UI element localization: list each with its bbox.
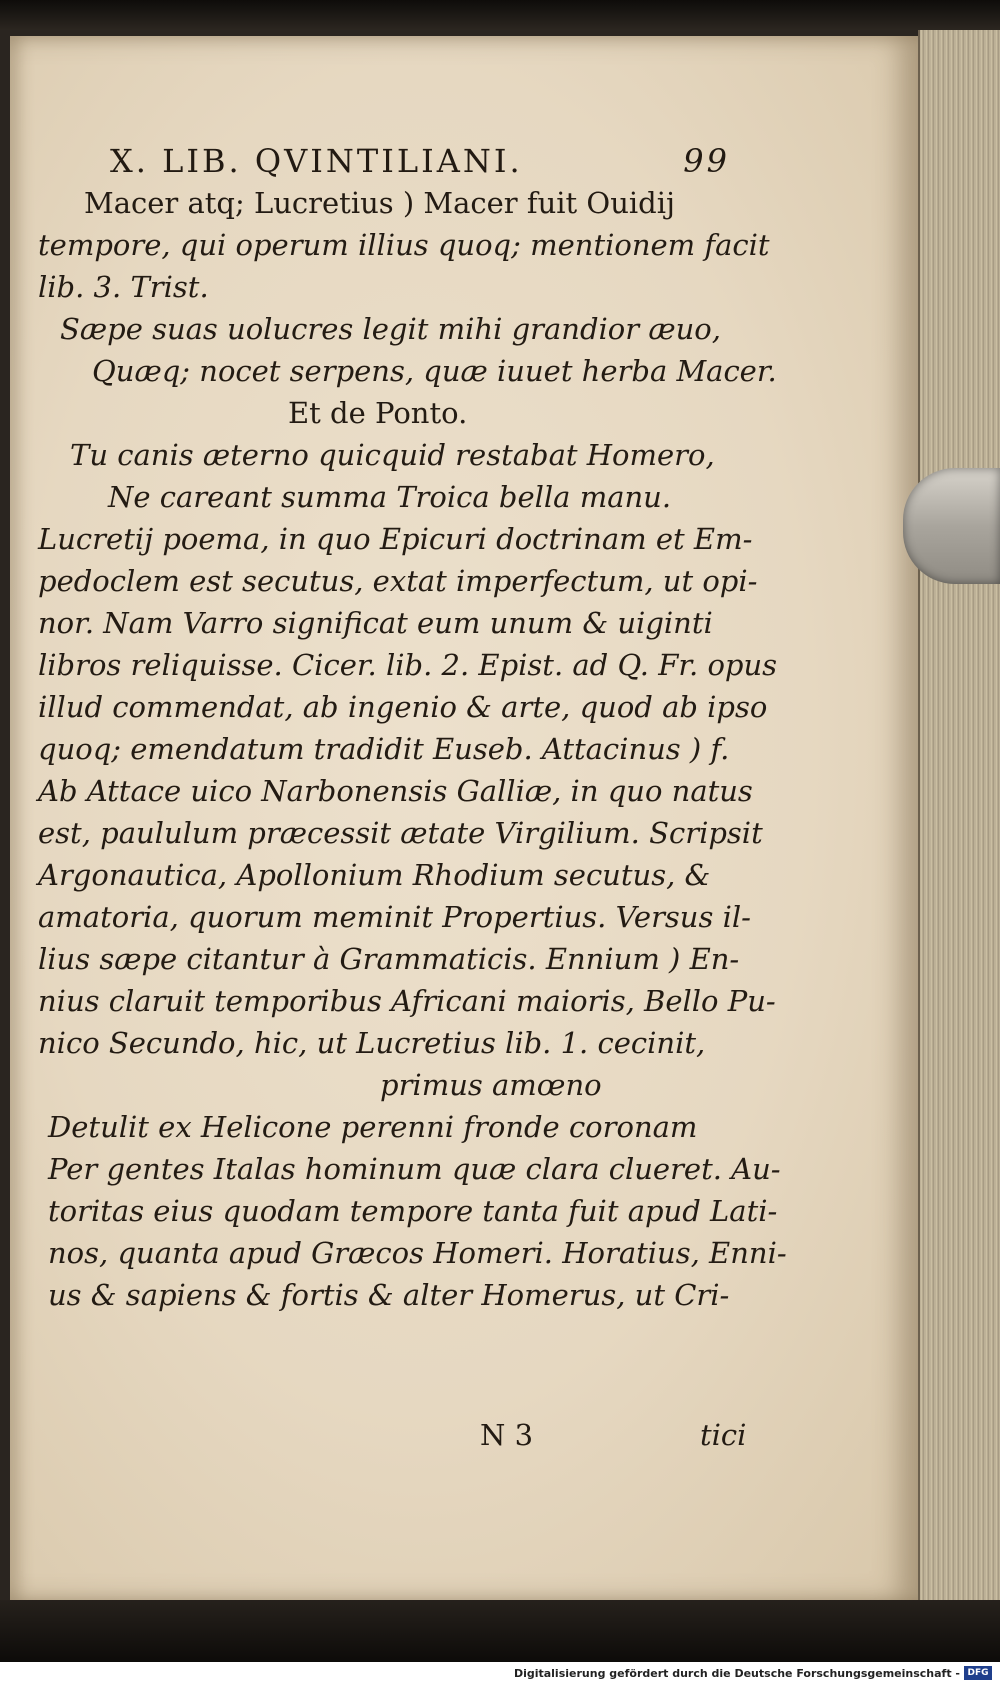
page-number: 99: [683, 142, 730, 180]
verse-line: Detulit ex Helicone perenni fronde coronam: [48, 1110, 698, 1144]
book-cover-top: [0, 0, 1000, 30]
book-cover-bottom: [0, 1600, 1000, 1662]
text-line: quoq; emendatum tradidit Euseb. Attacinus ) f.: [38, 732, 730, 766]
verse-line: Ne careant summa Troica bella manu.: [108, 480, 672, 514]
footer-bar: [0, 1662, 1000, 1685]
section-heading: Et de Ponto.: [288, 396, 468, 430]
running-head-title: X. LIB. QVINTILIANI.: [110, 142, 523, 180]
text-line: lib. 3. Trist.: [38, 270, 209, 304]
text-line: Macer atq; Lucretius ) Macer fuit Ouidij: [84, 186, 675, 220]
text-line: toritas eius quodam tempore tanta fuit apud Lati-: [48, 1194, 778, 1228]
text-line: libros reliquisse. Cicer. lib. 2. Epist. ad Q. Fr. opus: [38, 648, 778, 682]
page-edges: [918, 30, 1000, 1602]
text-line: nius claruit temporibus Africani maioris, Bello Pu-: [38, 984, 776, 1018]
text-line: pedoclem est secutus, extat imperfectum, ut opi-: [38, 564, 758, 598]
text-line: Ab Attace uico Narbonensis Galliæ, in quo natus: [38, 774, 753, 808]
text-line: amatoria, quorum meminit Propertius. Versus il-: [38, 900, 751, 934]
dfg-logo: DFG: [964, 1666, 992, 1680]
text-line: Per gentes Italas hominum quæ clara clueret. Au-: [48, 1152, 781, 1186]
text-line: Argonautica, Apollonium Rhodium secutus, &: [38, 858, 711, 892]
text-line: Lucretij poema, in quo Epicuri doctrinam et Em-: [38, 522, 753, 556]
text-line: nico Secundo, hic, ut Lucretius lib. 1. cecinit,: [38, 1026, 706, 1060]
signature-mark: N 3: [480, 1418, 534, 1452]
text-line: est, paululum præcessit ætate Virgilium. Scripsit: [38, 816, 763, 850]
catchword: tici: [700, 1418, 747, 1452]
text-line: lius sæpe citantur à Grammaticis. Ennium ) En-: [38, 942, 740, 976]
verse-line: primus amœno: [380, 1068, 602, 1102]
funding-credit: Digitalisierung gefördert durch die Deutsche Forschungsgemeinschaft -: [513, 1667, 960, 1680]
running-head: [110, 142, 730, 182]
text-line: us & sapiens & fortis & alter Homerus, ut Cri-: [48, 1278, 730, 1312]
text-line: tempore, qui operum illius quoq; mentionem facit: [38, 228, 770, 262]
book-clasp: [903, 468, 1000, 584]
text-line: illud commendat, ab ingenio & arte, quod ab ipso: [38, 690, 768, 724]
text-line: nos, quanta apud Græcos Homeri. Horatius, Enni-: [48, 1236, 787, 1270]
verse-line: Sæpe suas uolucres legit mihi grandior æuo,: [60, 312, 721, 346]
verse-line: Tu canis æterno quicquid restabat Homero,: [70, 438, 715, 472]
text-line: nor. Nam Varro significat eum unum & uiginti: [38, 606, 713, 640]
verse-line: Quæq; nocet serpens, quæ iuuet herba Macer.: [92, 354, 777, 388]
